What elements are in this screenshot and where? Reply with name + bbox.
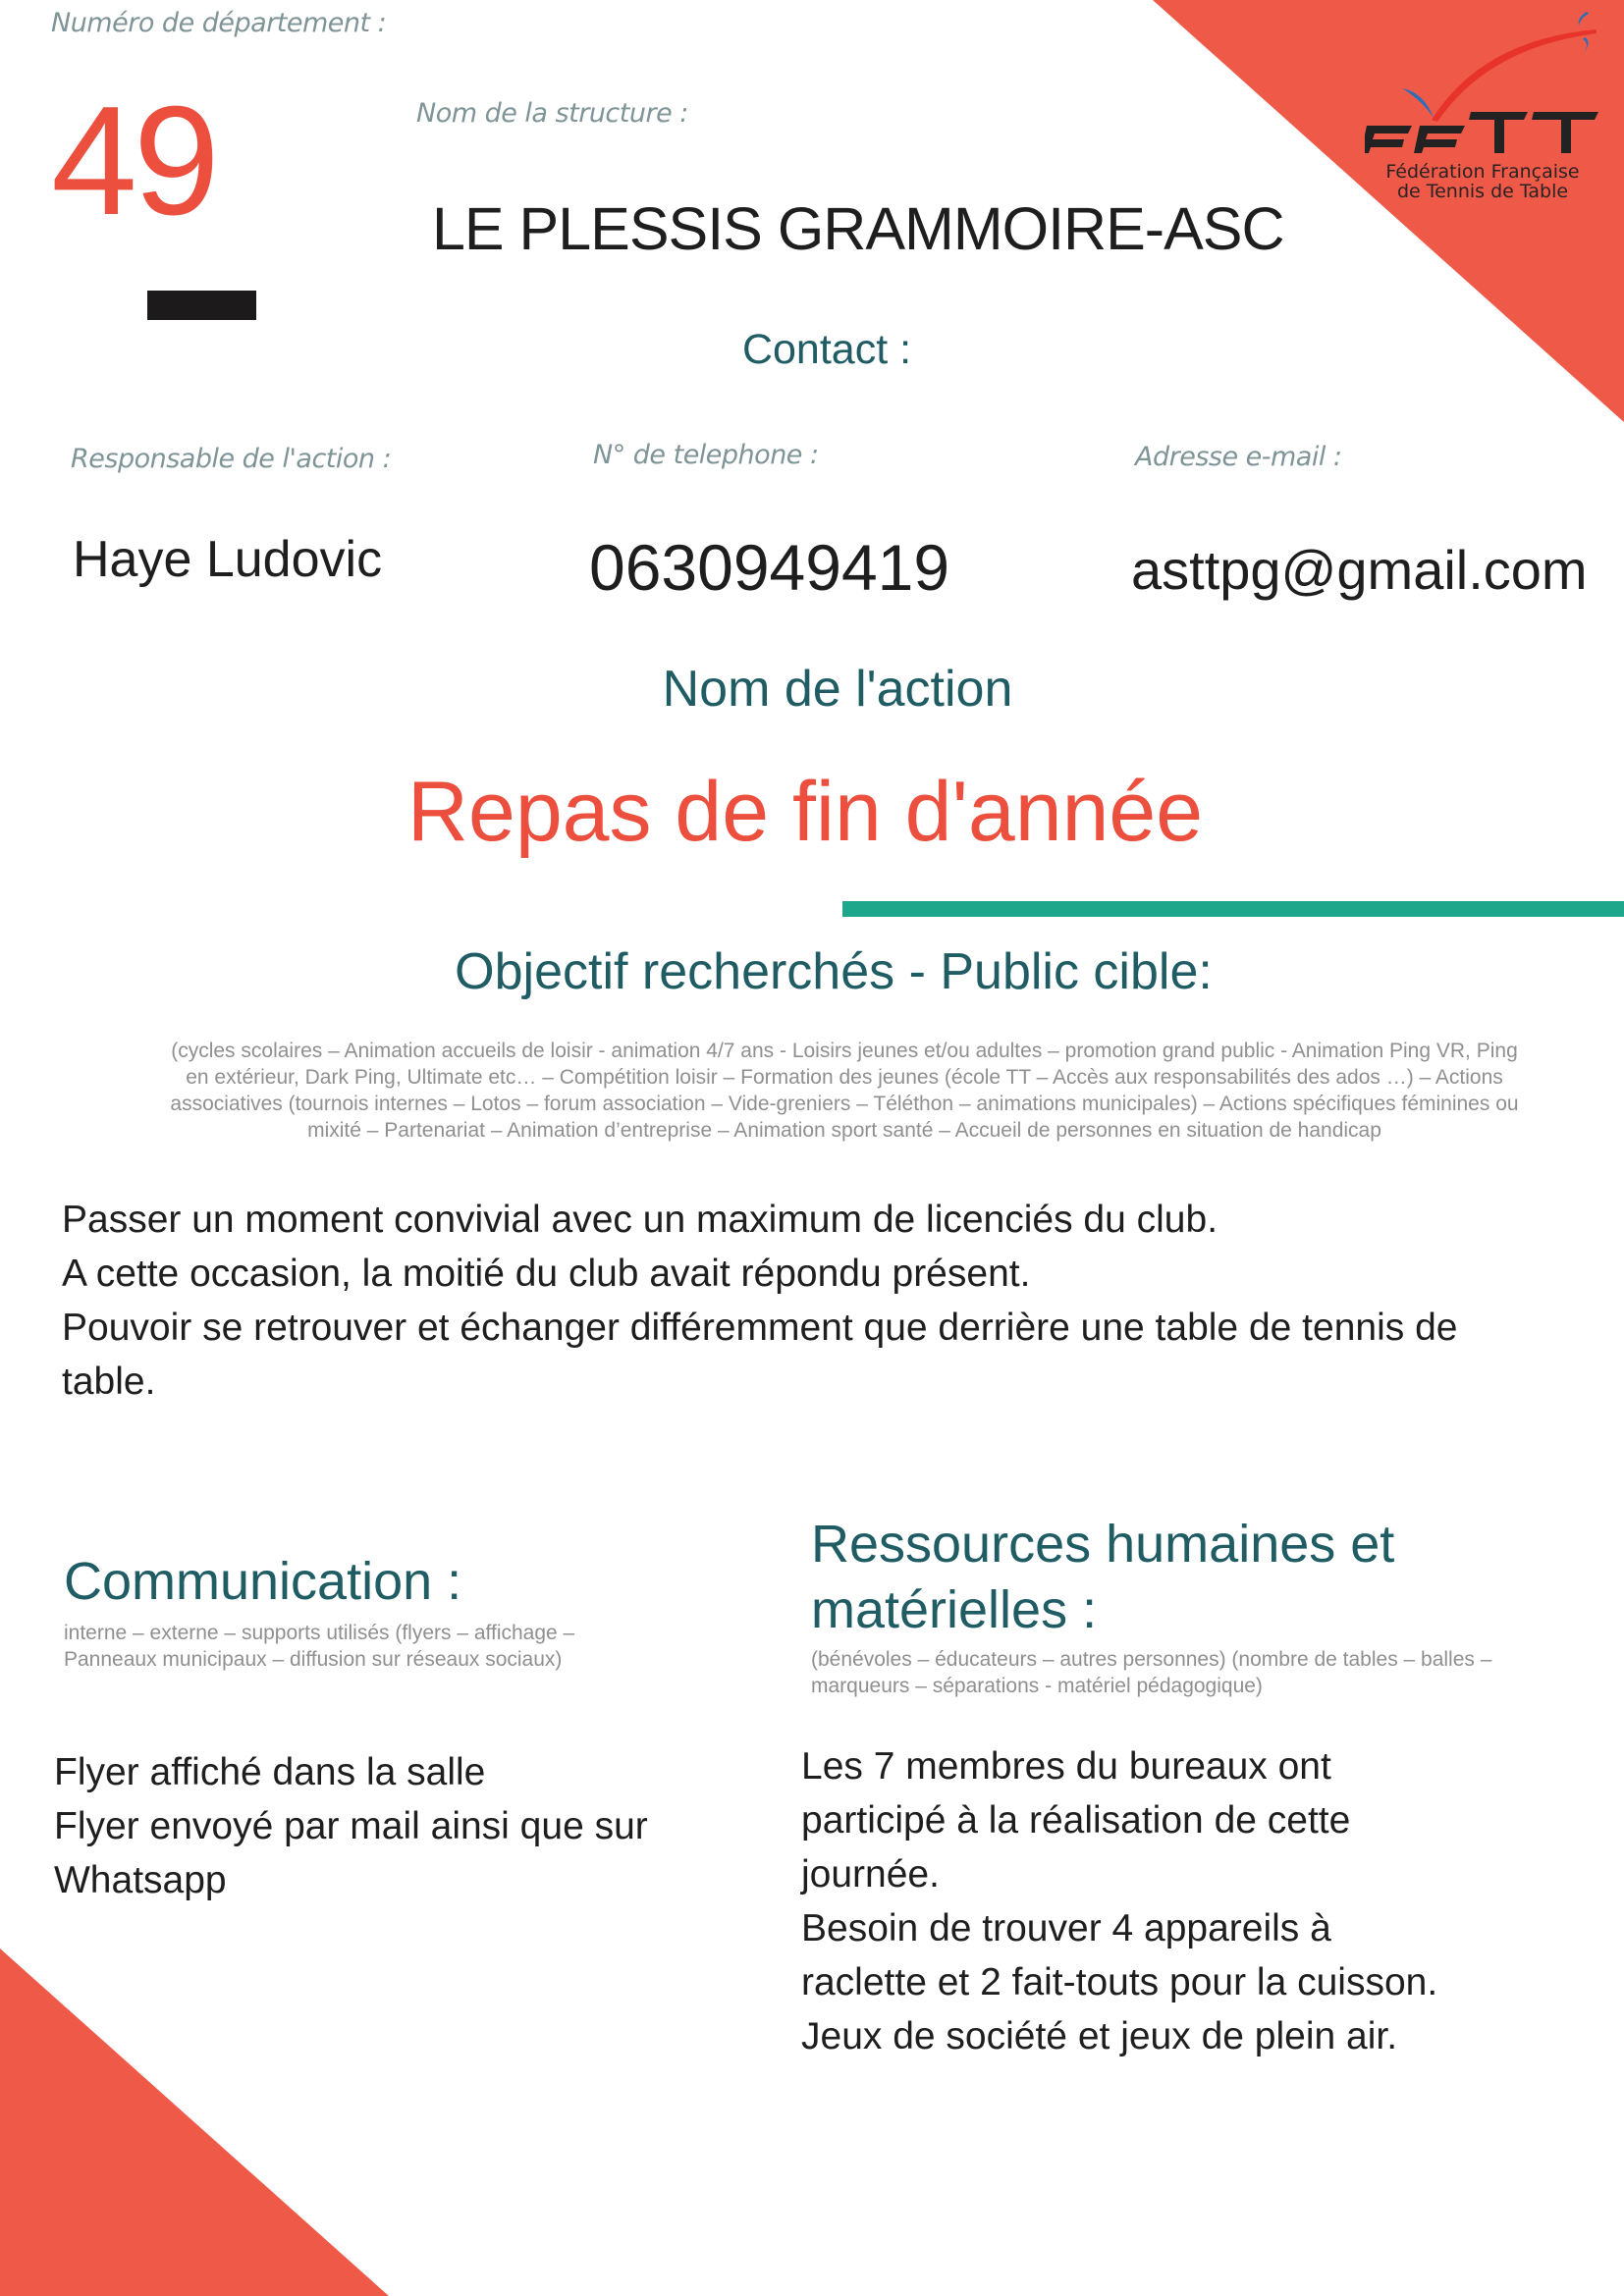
phone-label: N° de telephone : xyxy=(593,440,819,470)
logo-federation-text xyxy=(1365,162,1600,201)
resources-title xyxy=(811,1512,1394,1643)
resources-line: journée. xyxy=(801,1853,940,1896)
phone-value: 0630949419 xyxy=(589,531,950,604)
logo-line-1: Fédération Française xyxy=(1385,161,1580,183)
responsible-label: Responsable de l'action : xyxy=(71,444,392,474)
objective-title: Objectif recherchés - Public cible: xyxy=(455,943,1213,1000)
communication-line: Flyer envoyé par mail ainsi que sur xyxy=(54,1805,648,1847)
communication-line: Flyer affiché dans la salle xyxy=(54,1751,486,1793)
communication-line: Whatsapp xyxy=(54,1859,227,1901)
resources-line: Besoin de trouver 4 appareils à xyxy=(801,1907,1331,1949)
department-label: Numéro de département : xyxy=(51,8,387,38)
objective-line: Pouvoir se retrouver et échanger différemment que derrière une table de tennis de xyxy=(62,1307,1458,1349)
communication-hint: interne – externe – supports utilisés (flyers – affichage – Panneaux municipaux – diffusion sur réseaux sociaux) xyxy=(64,1622,575,1671)
structure-name: LE PLESSIS GRAMMOIRE-ASC xyxy=(432,195,1284,262)
structure-label: Nom de la structure : xyxy=(416,98,688,129)
resources-body xyxy=(801,1739,1437,2063)
objective-hint: (cycles scolaires – Animation accueils de loisir - animation 4/7 ans - Loisirs jeunes et/ou adultes – promotion grand public - Animation Ping VR, Ping en extérieur, Dark Ping, Ultimate etc… – Compétition loisir – Formation des jeunes (école TT – Accès aux responsabilités des ados …) – Actions associatives (tournois internes – Lotos – forum association – Vide-greniers – Téléthon – animations municipales) – Actions spécifiques féminines ou mixité – Partenariat – Animation d’entreprise – Animation sport santé – Accueil de personnes en situation de handicap xyxy=(170,1040,1519,1142)
resources-line: participé à la réalisation de cette xyxy=(801,1799,1351,1842)
resources-line: Jeux de société et jeux de plein air. xyxy=(801,2015,1398,2057)
resources-title-line-1: Ressources humaines et xyxy=(811,1515,1395,1574)
logo-line-2: de Tennis de Table xyxy=(1396,181,1569,202)
objective-line: A cette occasion, la moitié du club avait répondu présent. xyxy=(62,1253,1031,1295)
objective-line: Passer un moment convivial avec un maximum de licenciés du club. xyxy=(62,1199,1218,1241)
responsible-value: Haye Ludovic xyxy=(73,531,383,588)
objective-line: table. xyxy=(62,1361,156,1403)
department-number: 49 xyxy=(51,75,216,247)
bottom-left-decorative-triangle xyxy=(0,1949,389,2296)
objective-body xyxy=(62,1193,1594,1409)
email-value: asttpg@gmail.com xyxy=(1131,539,1588,601)
communication-title: Communication : xyxy=(64,1552,462,1611)
fftt-logo-icon xyxy=(1365,10,1600,157)
action-name: Repas de fin d'année xyxy=(406,765,1204,859)
resources-line: raclette et 2 fait-touts pour la cuisson. xyxy=(801,1961,1438,2003)
email-label: Adresse e-mail : xyxy=(1135,442,1342,472)
contact-title: Contact : xyxy=(741,326,912,373)
resources-hint: (bénévoles – éducateurs – autres personnes) (nombre de tables – balles – marqueurs – séparations - matériel pédagogique) xyxy=(811,1648,1492,1697)
resources-line: Les 7 membres du bureaux ont xyxy=(801,1745,1331,1788)
resources-title-line-2: matérielles : xyxy=(811,1580,1098,1639)
divider-bar xyxy=(842,901,1624,917)
redaction-bar xyxy=(147,291,256,320)
fftt-logo xyxy=(1365,10,1600,206)
communication-body xyxy=(54,1745,648,1907)
action-label: Nom de l'action xyxy=(662,661,1013,718)
